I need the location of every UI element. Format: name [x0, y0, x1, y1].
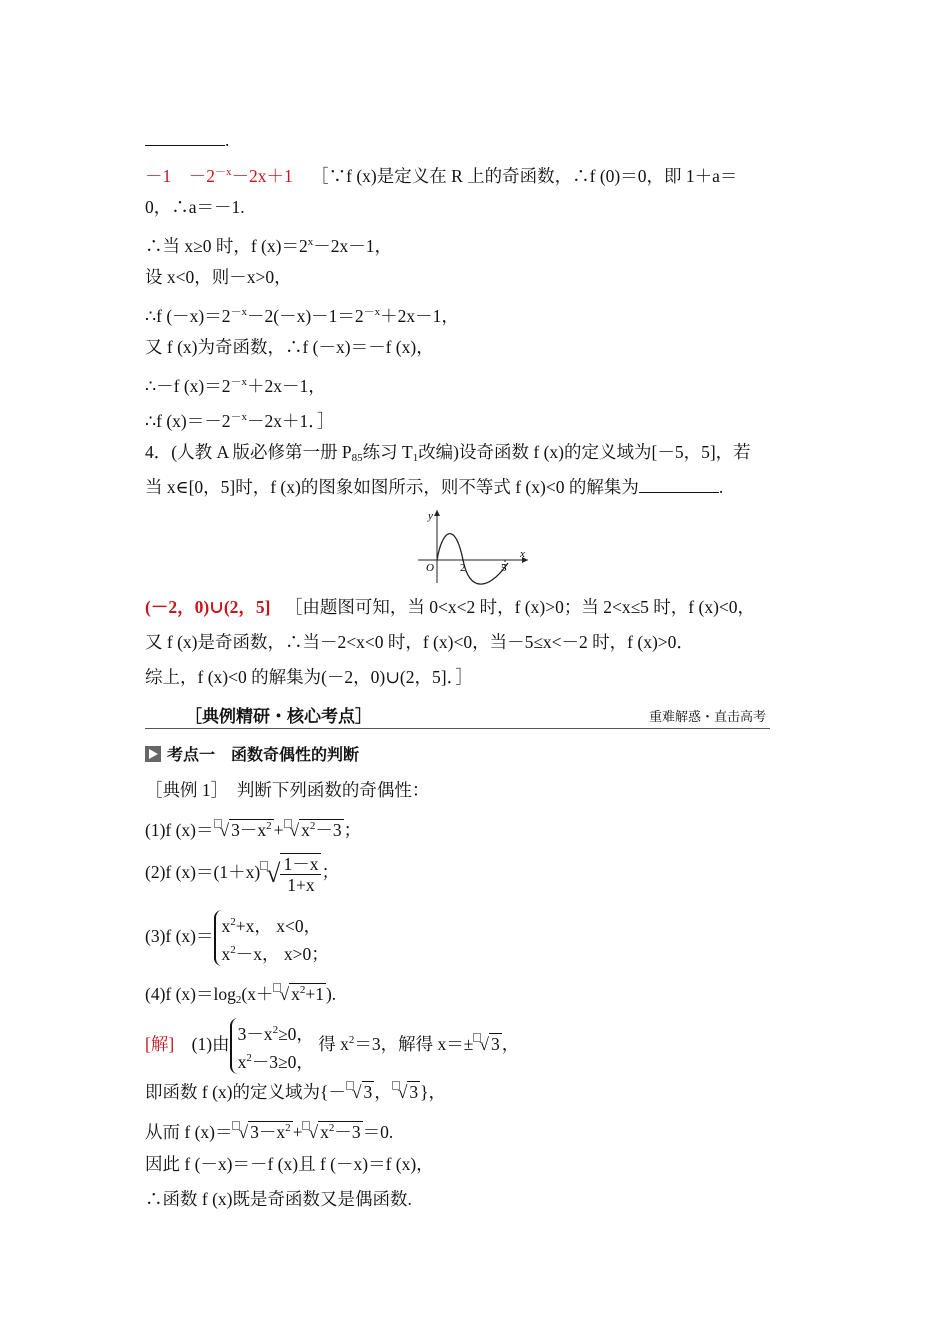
- radical-sign-icon: √: [351, 1082, 362, 1102]
- top-blank-line: .: [145, 128, 229, 152]
- section-header: [145, 700, 770, 729]
- y-axis-arrow: [434, 510, 440, 516]
- radical-sign-icon: √: [238, 1122, 249, 1142]
- solution-line3: 从而 f (x)＝ √ $3-x^2$ + √ $x^2-3 =0$.: [145, 1122, 394, 1142]
- y-label: y: [428, 510, 433, 522]
- solution-line5: ∴函数 f (x)既是奇函数又是偶函数.: [145, 1189, 412, 1209]
- answer3-line6: 又 f (x)为奇函数，∴f (－x)＝－f (x)，: [145, 337, 434, 357]
- solution-line2: 即函数 f (x)的定义域为{－ √ 3 ， √ 3 }，: [145, 1082, 447, 1102]
- answer3-line8: ∴f $(x)=-2^{-x}-2x+1$．］: [145, 411, 335, 431]
- play-triangle-icon: [145, 746, 161, 762]
- problem4-line1: 4．(人教 A 版必修第一册 $P_{85}$练习 $T_1$改编)设奇函数 f (x)的定义域为[－5，5]，若: [145, 442, 751, 464]
- answer-blank: [145, 131, 225, 146]
- answer3-line3: ∴当 x≥0 时，f $(x)=2^x-2x-1$，: [145, 236, 392, 256]
- kaodian-heading: 考点一 函数奇偶性的判断: [145, 743, 359, 767]
- answer3-value: －1 $-2^{-x}-2x+1$: [145, 166, 293, 186]
- solution-line1: [解] (1)由 $3-x^2\ge 0$， $x^2-3\ge 0$， 得 $x^2=3$，解得 x＝± √ 3 ，: [145, 1015, 519, 1074]
- solution-tag: [解]: [145, 1034, 175, 1054]
- radical-sign-icon: √: [308, 1122, 319, 1142]
- problem4-line2: 当 x∈[0，5]时，f (x)的图象如图所示，则不等式 f (x)<0 的解集为 .: [145, 477, 724, 497]
- example1-head: ［典例 1］ 判断下列函数的奇偶性：: [145, 780, 430, 800]
- origin-label: O: [426, 562, 434, 574]
- answer3-line7: ∴－f $(x)=2^{-x}+2x-1$，: [145, 376, 326, 396]
- answer4-value: (－2，0)∪(2，5]: [145, 597, 271, 617]
- section-title: ［典例精研・核心考点］: [185, 707, 372, 727]
- answer3-line5: ∴f $(-x)=2^{-x}-2(-x)-1=2^{-x}+2x-1$，: [145, 306, 459, 326]
- answer3-line1: －1 $-2^{-x}-2x+1$ ［∵f (x)是定义在 R 上的奇函数，∴f (0)＝0，即 1＋a＝: [145, 166, 738, 186]
- answer4-line2: 又 f (x)是奇函数，∴当－2<x<0 时，f (x)<0，当－5≤x<－2 时，f (x)>0．: [145, 632, 694, 652]
- piecewise-brace: $x^2+x$， x<0， $x^2-x$， x>0；: [214, 910, 329, 966]
- tick-2-label: 2: [460, 562, 466, 574]
- answer4-line1: (－2，0)∪(2，5] ［由题图可知，当 0<x<2 时，f (x)>0；当 2<x≤5 时，f (x)<0，: [145, 597, 756, 617]
- example1-part2: (2)f (x)＝(1＋x) √ $\frac{1-x}{1+x}$ ；: [145, 853, 339, 895]
- tick-5-label: 5: [501, 562, 507, 574]
- radical-sign-icon: √: [289, 820, 300, 840]
- example1-part3: (3)f (x)＝ $x^2+x$， x<0， $x^2-x$， x>0；: [145, 910, 329, 966]
- radical-sign-icon: √: [266, 858, 281, 888]
- answer3-line2: 0，∴a＝－1.: [145, 197, 245, 217]
- radical-sign-icon: √: [219, 820, 230, 840]
- answer3-line4: 设 x<0，则－x>0，: [145, 267, 292, 287]
- x-label: x: [520, 548, 525, 560]
- answer-blank: [639, 478, 719, 493]
- function-graph: [410, 505, 535, 587]
- section-subtitle: 重难解惑・直击高考: [648, 709, 766, 724]
- radical-sign-icon: √: [479, 1034, 490, 1054]
- solution-line4: 因此 f (－x)＝－f (x)且 f (－x)＝f (x)，: [145, 1154, 434, 1174]
- function-curve: [437, 534, 508, 585]
- example1-part1: (1)f (x)＝ √ $3-x^2$ + √ $x^2-3$ ；: [145, 820, 362, 840]
- example1-part4: (4)f $(x)=\log_2(x+$ √ $x^2+1$ ).: [145, 984, 337, 1006]
- system-brace: $3-x^2\ge 0$， $x^2-3\ge 0$，: [230, 1018, 314, 1074]
- radical-sign-icon: √: [397, 1082, 408, 1102]
- answer4-line3: 综上，f (x)<0 的解集为(－2，0)∪(2，5]．］: [145, 667, 473, 687]
- radical-sign-icon: √: [279, 984, 290, 1004]
